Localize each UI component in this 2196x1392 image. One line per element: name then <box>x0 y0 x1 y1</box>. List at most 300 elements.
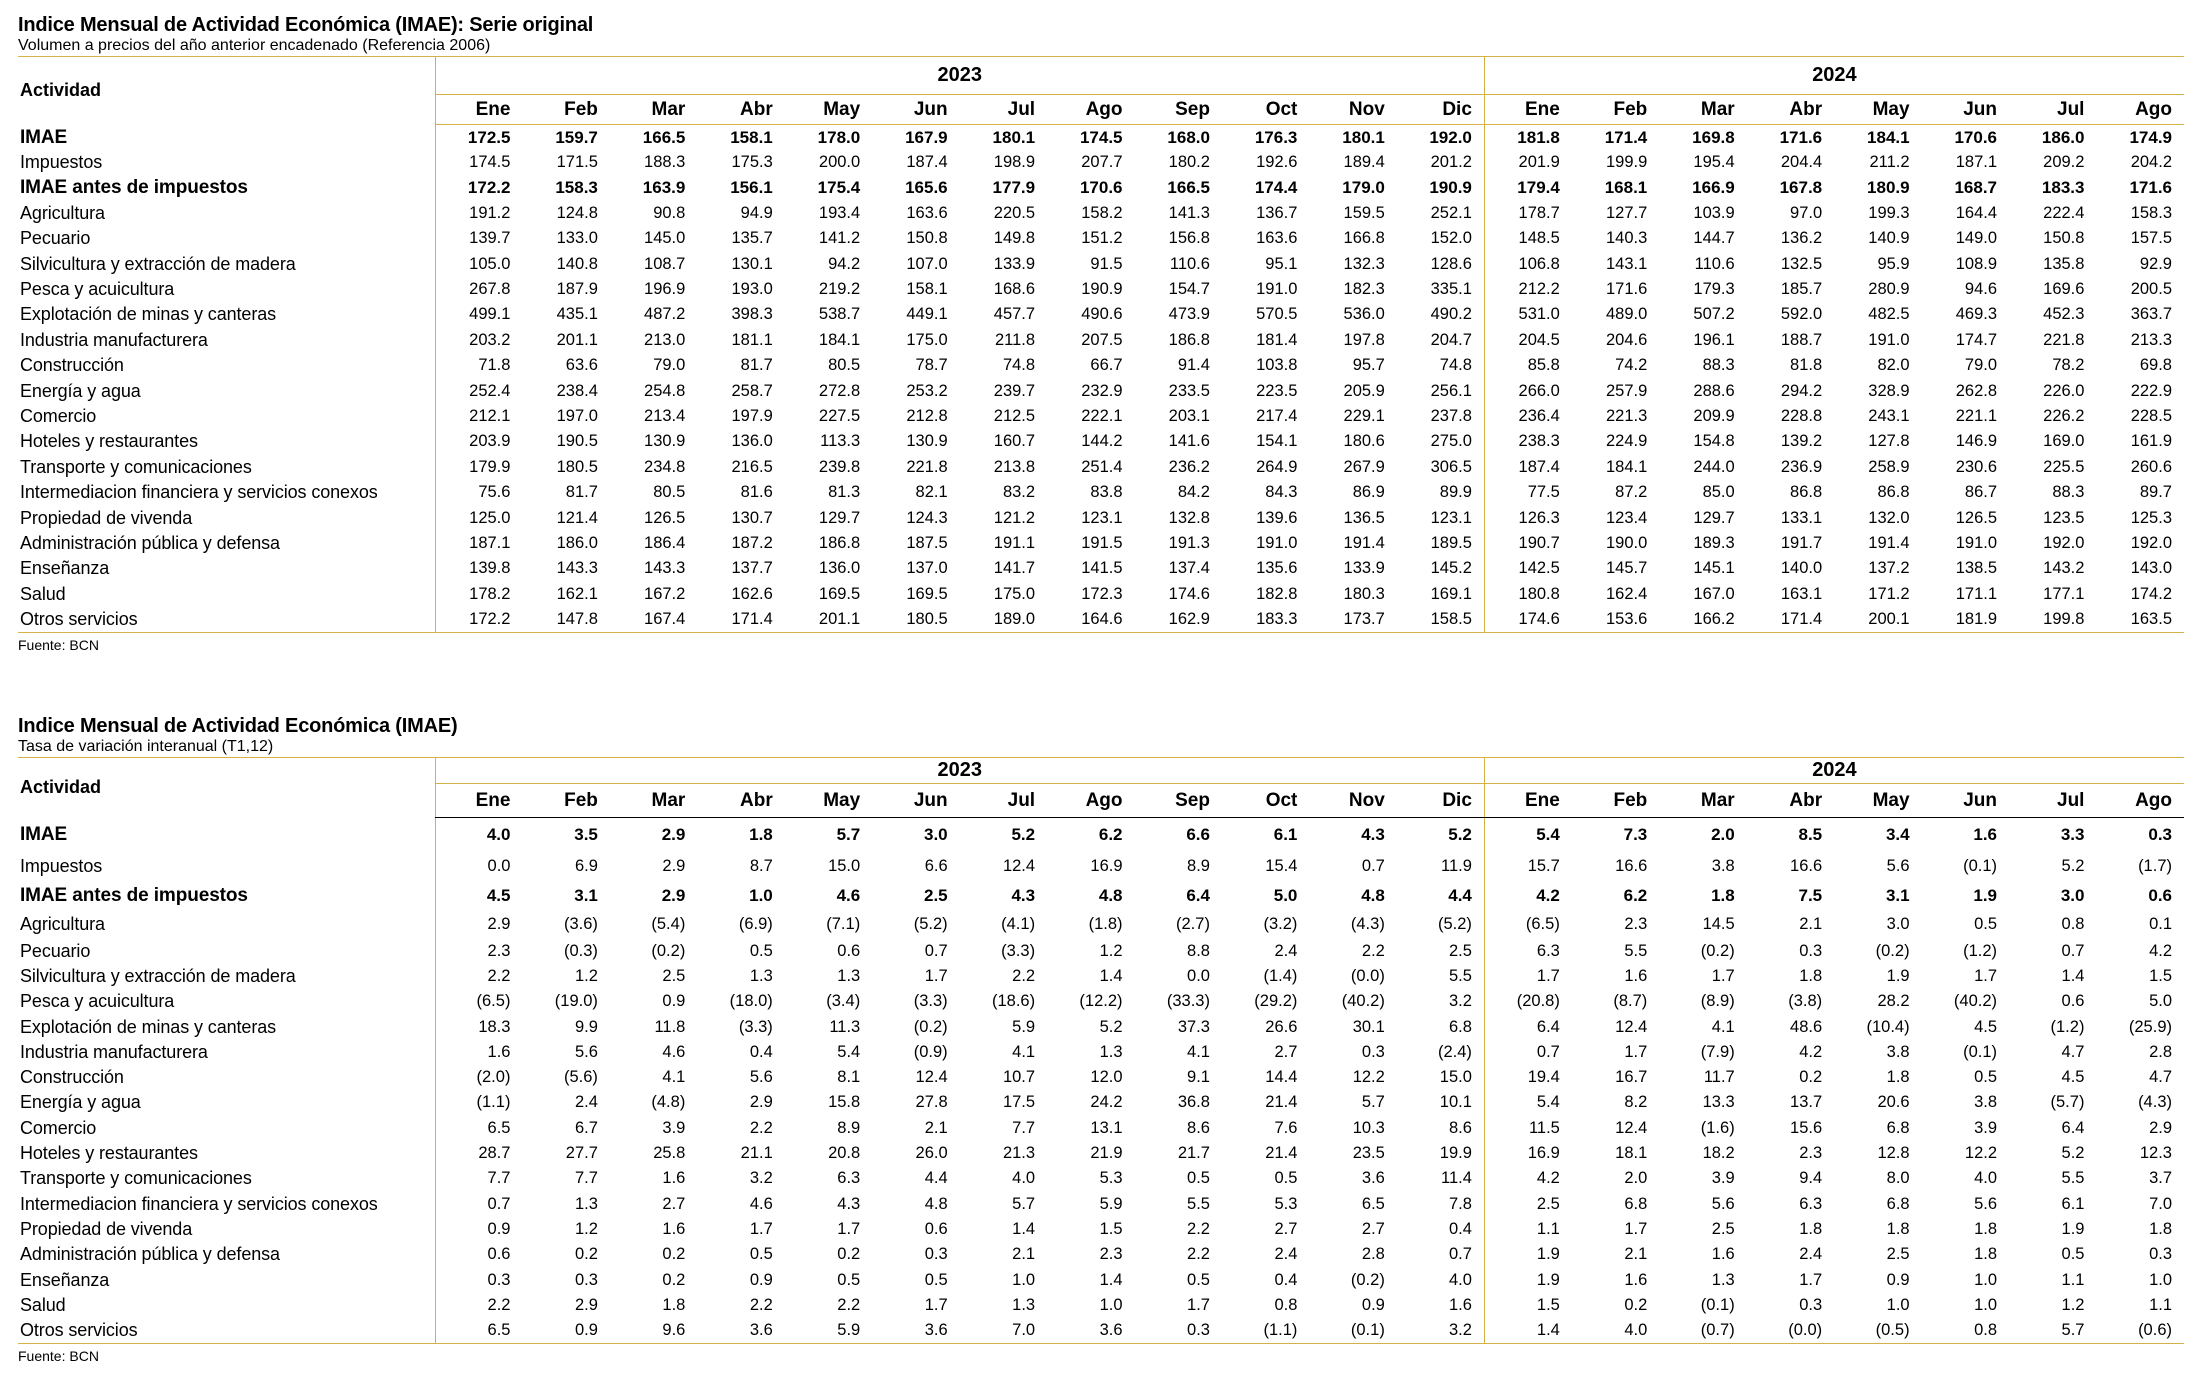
table-cell: 6.6 <box>1186 824 1210 844</box>
table-cell: 16.7 <box>1615 1068 1648 1087</box>
table-cell: 0.7 <box>2061 941 2085 960</box>
table-cell: 3.8 <box>1886 1042 1910 1061</box>
table-cell: 4.0 <box>1448 1270 1472 1289</box>
table-row <box>18 175 2184 200</box>
table-cell: 328.9 <box>1868 381 1910 400</box>
table-cell: (3.8) <box>1788 992 1823 1011</box>
table-cell: 125.0 <box>435 505 522 530</box>
table-cell: 12.3 <box>2139 1144 2172 1163</box>
table-cell: 126.5 <box>644 508 686 527</box>
table-cell: 5.0 <box>2149 992 2172 1011</box>
table-cell: 0.2 <box>662 1270 686 1289</box>
table-cell: 2.1 <box>1799 914 1823 933</box>
table-cell: 181.4 <box>1256 330 1298 349</box>
table-cell: 221.1 <box>1955 406 1998 425</box>
table-cell: 125.3 <box>2130 508 2172 527</box>
table-cell: 3.0 <box>2060 885 2085 905</box>
table-cell: 144.2 <box>1081 432 1123 451</box>
table-cell: 152.0 <box>1430 229 1472 248</box>
table-row <box>18 378 2184 403</box>
table-cell: 2.7 <box>1274 1219 1298 1238</box>
table-cell: 14.4 <box>1265 1068 1298 1087</box>
table-cell: (0.6) <box>2138 1320 2172 1339</box>
table-cell: 91.4 <box>1177 356 1210 375</box>
table-cell: 180.8 <box>1484 582 1571 607</box>
table-cell: 196.9 <box>644 280 686 299</box>
table-cell: 0.5 <box>1187 1169 1210 1188</box>
month-header: Jul <box>2009 95 2096 125</box>
table-cell: (7.9) <box>1700 1042 1735 1061</box>
table-cell: 143.3 <box>644 559 686 578</box>
table-cell: 213.0 <box>644 330 686 349</box>
table-cell: 191.0 <box>1868 330 1910 349</box>
table-cell: 139.8 <box>435 556 522 581</box>
row-label: Energía y agua <box>20 1092 141 1113</box>
row-label: IMAE antes de impuestos <box>20 884 248 906</box>
table-cell: 139.2 <box>1780 432 1823 451</box>
table-cell: 166.5 <box>642 128 686 148</box>
table-cell: 12.4 <box>1615 1118 1648 1137</box>
table-cell: 5.7 <box>1361 1093 1385 1112</box>
table-cell: 0.5 <box>924 1270 948 1289</box>
table-cell: 0.7 <box>1484 1040 1571 1065</box>
table-cell: 280.9 <box>1868 280 1910 299</box>
table-cell: 171.4 <box>1780 609 1823 628</box>
table-cell: 140.9 <box>1868 229 1910 248</box>
table-cell: 233.5 <box>1168 381 1210 400</box>
table-cell: 203.9 <box>435 429 522 454</box>
table-cell: 16.6 <box>1790 857 1823 875</box>
table-cell: 223.5 <box>1256 381 1298 400</box>
table-cell: 15.6 <box>1790 1118 1823 1137</box>
table-cell: 3.6 <box>1361 1169 1385 1188</box>
table-cell: 189.3 <box>1693 533 1735 552</box>
table-cell: 0.3 <box>435 1267 522 1292</box>
table-cell: 189.0 <box>993 609 1036 628</box>
table-cell: 1.6 <box>1624 1270 1648 1289</box>
table-cell: (3.6) <box>563 914 598 933</box>
table-cell: (0.2) <box>1875 941 1910 960</box>
table2-source: Fuente: BCN <box>18 1347 99 1364</box>
month-header: Mar <box>1659 95 1746 125</box>
table-cell: 11.7 <box>1703 1068 1735 1087</box>
table-cell: 6.3 <box>1799 1194 1823 1213</box>
table-cell: 6.8 <box>1886 1194 1910 1213</box>
table-cell: 1.0 <box>749 885 773 905</box>
table-cell: 2.9 <box>749 1093 773 1112</box>
table-cell: 4.5 <box>2061 1068 2085 1087</box>
table-cell: 186.0 <box>2041 128 2085 148</box>
table-cell: (8.7) <box>1613 992 1648 1011</box>
table-cell: 75.6 <box>435 480 522 505</box>
row-label: Comercio <box>20 1117 97 1138</box>
row-label: Intermediacion financiera y servicios conexos <box>20 1193 378 1214</box>
table-cell: 9.4 <box>1799 1169 1823 1188</box>
table-cell: 398.3 <box>731 305 773 324</box>
table-cell: (2.4) <box>1437 1042 1472 1061</box>
table-cell: 180.5 <box>906 609 948 628</box>
table-cell: 2.4 <box>1274 941 1298 960</box>
table-cell: 6.5 <box>1361 1194 1385 1213</box>
row-label: Otros servicios <box>20 608 138 629</box>
table-cell: 0.8 <box>2061 914 2085 933</box>
table-cell: 124.3 <box>906 508 948 527</box>
table-cell: 130.7 <box>731 508 773 527</box>
table-cell: 137.0 <box>906 559 948 578</box>
table-cell: 198.9 <box>993 153 1036 172</box>
table-cell: (0.2) <box>1350 1270 1385 1289</box>
table-cell: (1.8) <box>1088 914 1123 933</box>
row-label: Silvicultura y extracción de madera <box>20 253 296 274</box>
table-section-original <box>18 12 2184 654</box>
row-label: Salud <box>20 583 66 604</box>
row-label: Intermediacion financiera y servicios conexos <box>20 482 378 503</box>
table-cell: 135.8 <box>2043 254 2085 273</box>
table-cell: 209.9 <box>1693 406 1735 425</box>
table-cell: 171.4 <box>731 609 773 628</box>
table-cell: 197.8 <box>1343 330 1385 349</box>
table-cell: 170.6 <box>1079 177 1123 197</box>
table-cell: 168.7 <box>1954 177 1998 197</box>
table-cell: 179.3 <box>1693 280 1735 299</box>
table-cell: (18.0) <box>729 992 773 1011</box>
table-cell: 4.0 <box>1624 1320 1648 1339</box>
table-cell: 0.3 <box>1799 1295 1823 1314</box>
table-cell: 5.6 <box>574 1042 598 1061</box>
table-cell: 178.7 <box>1484 201 1571 226</box>
table-cell: 294.2 <box>1780 381 1823 400</box>
table1-source: Fuente: BCN <box>18 636 99 653</box>
table-cell: 175.4 <box>817 177 861 197</box>
table-cell: 133.9 <box>1343 559 1385 578</box>
table-cell: 188.7 <box>1780 330 1823 349</box>
table-cell: 226.0 <box>2043 381 2085 400</box>
table-cell: 243.1 <box>1868 406 1910 425</box>
table-cell: 154.1 <box>1256 432 1298 451</box>
table-cell: 507.2 <box>1693 305 1735 324</box>
table-cell: 25.8 <box>653 1144 686 1163</box>
table-cell: 26.6 <box>1265 1017 1298 1036</box>
table-cell: 0.9 <box>435 1217 522 1242</box>
table-cell: 5.5 <box>1624 941 1648 960</box>
table-cell: 1.1 <box>1484 1217 1571 1242</box>
table-cell: 5.7 <box>2061 1320 2085 1339</box>
table-cell: 1.6 <box>662 1219 686 1238</box>
table-cell: 183.3 <box>2041 177 2085 197</box>
table-cell: 127.8 <box>1868 432 1910 451</box>
table-cell: 3.7 <box>2149 1169 2172 1188</box>
table-cell: 239.8 <box>818 457 861 476</box>
table-cell: (0.9) <box>913 1042 948 1061</box>
table-cell: 1.6 <box>435 1040 522 1065</box>
row-label: Transporte y comunicaciones <box>20 456 252 477</box>
table-cell: 7.0 <box>2149 1194 2172 1213</box>
table-cell: 128.6 <box>1430 254 1472 273</box>
table-cell: 6.8 <box>1886 1118 1910 1137</box>
row-label: Comercio <box>20 405 97 426</box>
table-cell: 489.0 <box>1605 305 1648 324</box>
table-cell: 1.5 <box>1099 1219 1123 1238</box>
table-cell: 201.1 <box>556 330 598 349</box>
table-cell: 141.5 <box>1081 559 1123 578</box>
table-cell: 174.7 <box>1955 330 1998 349</box>
table-cell: 1.0 <box>1099 1295 1123 1314</box>
table-cell: (0.2) <box>913 1017 948 1036</box>
table-cell: 187.5 <box>906 533 948 552</box>
table-cell: 92.9 <box>2139 254 2172 273</box>
table-cell: 5.7 <box>836 824 861 844</box>
table-cell: 185.7 <box>1780 280 1823 299</box>
table-cell: 86.8 <box>1790 483 1823 502</box>
table-cell: 222.4 <box>2043 203 2085 222</box>
table-cell: 129.7 <box>818 508 861 527</box>
table-cell: 90.8 <box>653 203 686 222</box>
table-cell: 449.1 <box>906 305 948 324</box>
table-cell: 2.7 <box>1361 1219 1385 1238</box>
table-cell: 0.0 <box>1187 966 1210 985</box>
table-cell: 86.9 <box>1352 483 1385 502</box>
table-cell: 1.7 <box>1624 1219 1648 1238</box>
table-cell: 163.6 <box>906 203 948 222</box>
table-cell: 136.2 <box>1780 229 1823 248</box>
month-header: Jul <box>960 95 1047 125</box>
table-cell: 2.2 <box>1187 1245 1210 1264</box>
table-cell: 0.9 <box>662 992 686 1011</box>
table-cell: 1.6 <box>1711 1245 1735 1264</box>
table-cell: 190.0 <box>1605 533 1648 552</box>
table-cell: 192.0 <box>2130 533 2172 552</box>
table-cell: 191.4 <box>1343 533 1385 552</box>
activity-header: Actividad <box>20 80 102 101</box>
table-cell: 86.8 <box>1877 483 1910 502</box>
table-cell: 74.2 <box>1615 356 1648 375</box>
table-cell: 2.2 <box>435 1293 522 1318</box>
table-cell: 141.2 <box>818 229 861 248</box>
table-cell: 108.7 <box>644 254 686 273</box>
table-cell: (0.7) <box>1700 1320 1735 1339</box>
month-header: Feb <box>522 784 609 818</box>
table-row <box>18 1014 2184 1039</box>
table-cell: 145.0 <box>644 229 686 248</box>
table-cell: (8.9) <box>1700 992 1735 1011</box>
table-cell: 95.1 <box>1265 254 1298 273</box>
table-cell: 1.0 <box>1974 1295 1998 1314</box>
table-cell: 19.4 <box>1484 1065 1571 1090</box>
table-row <box>18 1116 2184 1141</box>
table-cell: (3.3) <box>1001 941 1036 960</box>
table-cell: 189.5 <box>1430 533 1472 552</box>
table-cell: 186.8 <box>1168 330 1210 349</box>
table-row <box>18 1318 2184 1343</box>
table-cell: 275.0 <box>1430 432 1472 451</box>
table-cell: 158.3 <box>2130 203 2172 222</box>
table-cell: 204.7 <box>1430 330 1472 349</box>
table-cell: 200.0 <box>818 153 861 172</box>
table-cell: 175.0 <box>993 584 1036 603</box>
table-cell: 20.8 <box>828 1144 861 1163</box>
table-cell: 212.1 <box>435 404 522 429</box>
table-cell: 10.3 <box>1352 1118 1385 1137</box>
table-cell: 162.9 <box>1168 609 1210 628</box>
table-cell: 4.1 <box>1711 1017 1735 1036</box>
table-cell: (0.5) <box>1875 1320 1910 1339</box>
table-row <box>18 455 2184 480</box>
table-cell: 1.1 <box>2061 1270 2085 1289</box>
table-cell: 184.1 <box>1867 128 1910 148</box>
table-cell: 23.5 <box>1352 1144 1385 1163</box>
table-cell: 133.9 <box>993 254 1036 273</box>
table-cell: 144.7 <box>1693 229 1735 248</box>
table-cell: 0.1 <box>2149 914 2172 933</box>
table-cell: 12.4 <box>1002 857 1036 875</box>
row-label: IMAE antes de impuestos <box>20 176 248 198</box>
table-cell: 2.3 <box>1799 1144 1823 1163</box>
table-cell: 182.3 <box>1343 280 1385 299</box>
table-cell: 89.7 <box>2139 483 2172 502</box>
table-cell: (40.2) <box>1341 992 1385 1011</box>
table-cell: 2.7 <box>662 1194 686 1213</box>
table-cell: 2.2 <box>749 1295 773 1314</box>
month-header: Jun <box>1922 95 2009 125</box>
table-cell: 5.4 <box>1484 818 1571 852</box>
table-cell: 3.2 <box>1448 1320 1472 1339</box>
month-header: Nov <box>1309 95 1396 125</box>
table-cell: 84.2 <box>1177 483 1210 502</box>
table-cell: 171.2 <box>1868 584 1910 603</box>
table-cell: 196.1 <box>1693 330 1735 349</box>
table-cell: 130.9 <box>644 432 686 451</box>
table-row <box>18 277 2184 302</box>
table-cell: 207.5 <box>1081 330 1123 349</box>
table-cell: 174.5 <box>1079 128 1123 148</box>
table-cell: 17.5 <box>1002 1093 1036 1112</box>
month-header: Sep <box>1135 95 1222 125</box>
table-cell: 181.8 <box>1484 125 1571 150</box>
table-cell: 158.3 <box>555 177 598 197</box>
year-header: 2024 <box>1484 57 2184 95</box>
table-cell: 143.0 <box>2130 559 2172 578</box>
table-cell: 213.8 <box>993 457 1036 476</box>
table-cell: 2.9 <box>661 885 686 905</box>
table-cell: 4.2 <box>1484 1166 1571 1191</box>
table-cell: 103.9 <box>1693 203 1735 222</box>
table-cell: 174.6 <box>1168 584 1210 603</box>
table-cell: 174.2 <box>2130 584 2172 603</box>
table-cell: 0.3 <box>1187 1320 1210 1339</box>
row-label: Salud <box>20 1294 66 1315</box>
table-cell: 162.6 <box>731 584 773 603</box>
table-cell: 1.7 <box>749 1219 773 1238</box>
table-cell: 213.3 <box>2130 330 2172 349</box>
table-cell: (0.3) <box>563 941 598 960</box>
table-cell: 211.2 <box>1869 153 1910 172</box>
table-cell: 172.2 <box>435 175 522 200</box>
table-cell: (33.3) <box>1166 992 1210 1011</box>
table-cell: 94.9 <box>740 203 773 222</box>
table-cell: 190.5 <box>556 432 598 451</box>
table-cell: 7.7 <box>435 1166 522 1191</box>
table-cell: 5.3 <box>1274 1194 1298 1213</box>
table-cell: 2.4 <box>1274 1245 1298 1264</box>
table-cell: 143.3 <box>556 559 598 578</box>
table-cell: (1.2) <box>2050 1017 2085 1036</box>
table-cell: 538.7 <box>818 305 861 324</box>
table-cell: 193.0 <box>731 280 773 299</box>
table-cell: 8.6 <box>1187 1118 1210 1137</box>
table-cell: 238.3 <box>1484 429 1571 454</box>
table-cell: 160.7 <box>993 432 1036 451</box>
table-cell: 7.0 <box>1012 1320 1036 1339</box>
table-cell: 150.8 <box>906 229 948 248</box>
table-cell: 36.8 <box>1177 1093 1210 1112</box>
table-cell: 225.5 <box>2043 457 2085 476</box>
month-header: Sep <box>1135 784 1222 818</box>
table-cell: 6.6 <box>924 857 948 875</box>
table-cell: 192.6 <box>1256 153 1298 172</box>
table-cell: 8.9 <box>837 1118 861 1137</box>
table-cell: 267.9 <box>1343 457 1385 476</box>
table-cell: 3.9 <box>662 1118 686 1137</box>
table-cell: 4.8 <box>924 1194 948 1213</box>
table-cell: 262.8 <box>1955 381 1998 400</box>
row-label: Administración pública y defensa <box>20 532 280 553</box>
table-cell: 482.5 <box>1868 305 1910 324</box>
table-cell: 121.2 <box>993 508 1036 527</box>
table-cell: (0.0) <box>1788 1320 1823 1339</box>
table-cell: 2.5 <box>924 885 948 905</box>
table-cell: 1.3 <box>1711 1270 1735 1289</box>
table-cell: 363.7 <box>2130 305 2172 324</box>
table-cell: 10.7 <box>1002 1068 1036 1087</box>
table-cell: 188.3 <box>644 153 686 172</box>
month-header: Abr <box>1747 95 1834 125</box>
table-cell: 199.9 <box>1605 153 1648 172</box>
table-cell: 2.0 <box>1711 824 1735 844</box>
month-header: May <box>1834 784 1921 818</box>
row-label: Construcción <box>20 1067 124 1088</box>
table-cell: (1.1) <box>1263 1320 1298 1339</box>
table-cell: 3.1 <box>574 885 598 905</box>
table-cell: 6.8 <box>1448 1017 1472 1036</box>
table-cell: 192.0 <box>2043 533 2085 552</box>
table-cell: 28.2 <box>1877 992 1910 1011</box>
table-row <box>18 1191 2184 1216</box>
table-cell: 171.6 <box>2129 177 2172 197</box>
table-cell: 205.9 <box>1343 381 1385 400</box>
activity-header: Actividad <box>20 777 102 798</box>
table-cell: 48.6 <box>1790 1017 1823 1036</box>
table-cell: 288.6 <box>1693 381 1735 400</box>
row-label: Propiedad de vivenda <box>20 507 193 528</box>
table-cell: 6.2 <box>1098 824 1123 844</box>
table-cell: 1.7 <box>837 1219 861 1238</box>
table-cell: 0.3 <box>924 1245 948 1264</box>
table-cell: 171.1 <box>1955 584 1998 603</box>
table-cell: 212.5 <box>993 406 1036 425</box>
table-cell: 136.7 <box>1256 203 1298 222</box>
table-row <box>18 328 2184 353</box>
table-cell: 4.2 <box>2149 941 2172 960</box>
table-cell: (4.8) <box>651 1093 686 1112</box>
table-cell: 11.3 <box>829 1017 861 1036</box>
table-cell: 69.8 <box>2139 356 2172 375</box>
table-cell: 2.1 <box>924 1118 948 1137</box>
table-cell: 187.4 <box>1484 455 1571 480</box>
row-label: Enseñanza <box>20 1269 110 1290</box>
table-cell: 30.1 <box>1352 1017 1385 1036</box>
table-cell: 71.8 <box>435 353 522 378</box>
table-cell: (29.2) <box>1254 992 1298 1011</box>
